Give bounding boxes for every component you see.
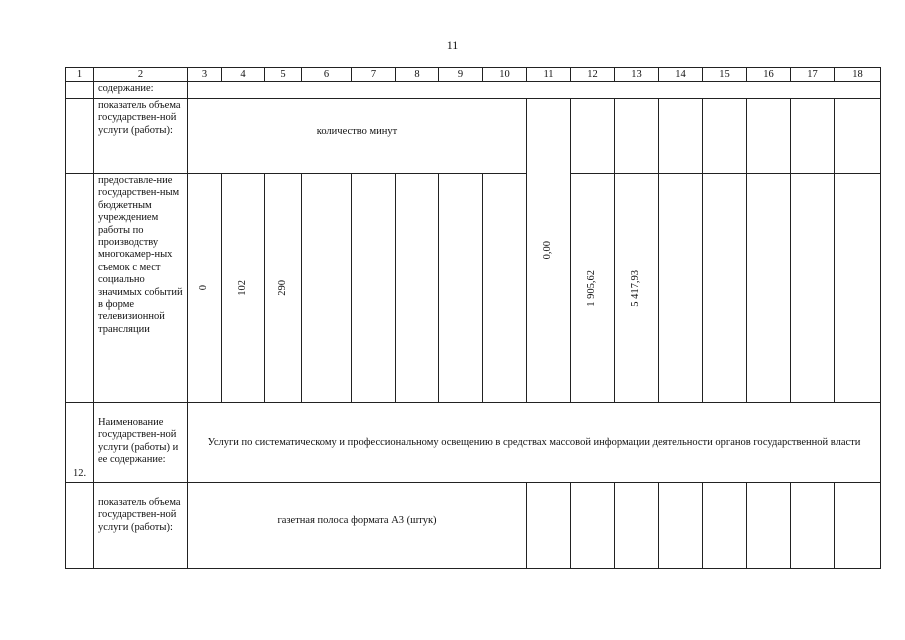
col-header: 18 xyxy=(835,68,881,82)
indicator-label: показатель объема государствен-ной услуги (работы): xyxy=(94,99,188,174)
col-header: 5 xyxy=(265,68,302,82)
value-cell: 5 417,93 xyxy=(615,174,659,403)
table-row xyxy=(66,82,881,99)
service-label: предоставле-ние государствен-ным бюджетным учреждением работы по производству многокамер-ных съемок с мест социально значимых событий в форме телевизионной трансляции xyxy=(94,174,188,403)
col-header: 6 xyxy=(302,68,352,82)
value-cell: 0,00 xyxy=(527,99,571,403)
unit-cell: количество минут xyxy=(188,99,527,174)
unit-cell: газетная полоса формата А3 (штук) xyxy=(188,483,527,569)
col-header: 2 xyxy=(94,68,188,82)
page-number: 11 xyxy=(446,38,459,52)
value-cell: 102 xyxy=(222,174,265,403)
table-row xyxy=(66,483,881,569)
table-row xyxy=(66,174,881,403)
col-header: 11 xyxy=(527,68,571,82)
col-header: 13 xyxy=(615,68,659,82)
col-header: 17 xyxy=(791,68,835,82)
indicator-label: показатель объема государствен-ной услуги (работы): xyxy=(94,483,188,569)
col-header: 9 xyxy=(439,68,483,82)
col-header: 15 xyxy=(703,68,747,82)
content-label: содержание: xyxy=(94,82,188,99)
value-cell: 0 xyxy=(188,174,222,403)
table-row xyxy=(66,403,881,483)
col-header: 3 xyxy=(188,68,222,82)
service-name-label: Наименование государствен-ной услуги (работы) и ее содержание: xyxy=(94,403,188,483)
col-header: 7 xyxy=(352,68,396,82)
row-number: 12. xyxy=(66,403,94,483)
column-number-row xyxy=(66,68,881,82)
col-header: 16 xyxy=(747,68,791,82)
services-table xyxy=(65,67,881,569)
col-header: 4 xyxy=(222,68,265,82)
col-header: 14 xyxy=(659,68,703,82)
table-row xyxy=(66,99,881,174)
service-name: Услуги по систематическому и профессиональному освещению в средствах массовой информации деятельности органов государственной власти xyxy=(188,403,881,483)
value-cell: 290 xyxy=(265,174,302,403)
value-cell: 1 905,62 xyxy=(571,174,615,403)
col-header: 1 xyxy=(66,68,94,82)
col-header: 12 xyxy=(571,68,615,82)
col-header: 10 xyxy=(483,68,527,82)
col-header: 8 xyxy=(396,68,439,82)
